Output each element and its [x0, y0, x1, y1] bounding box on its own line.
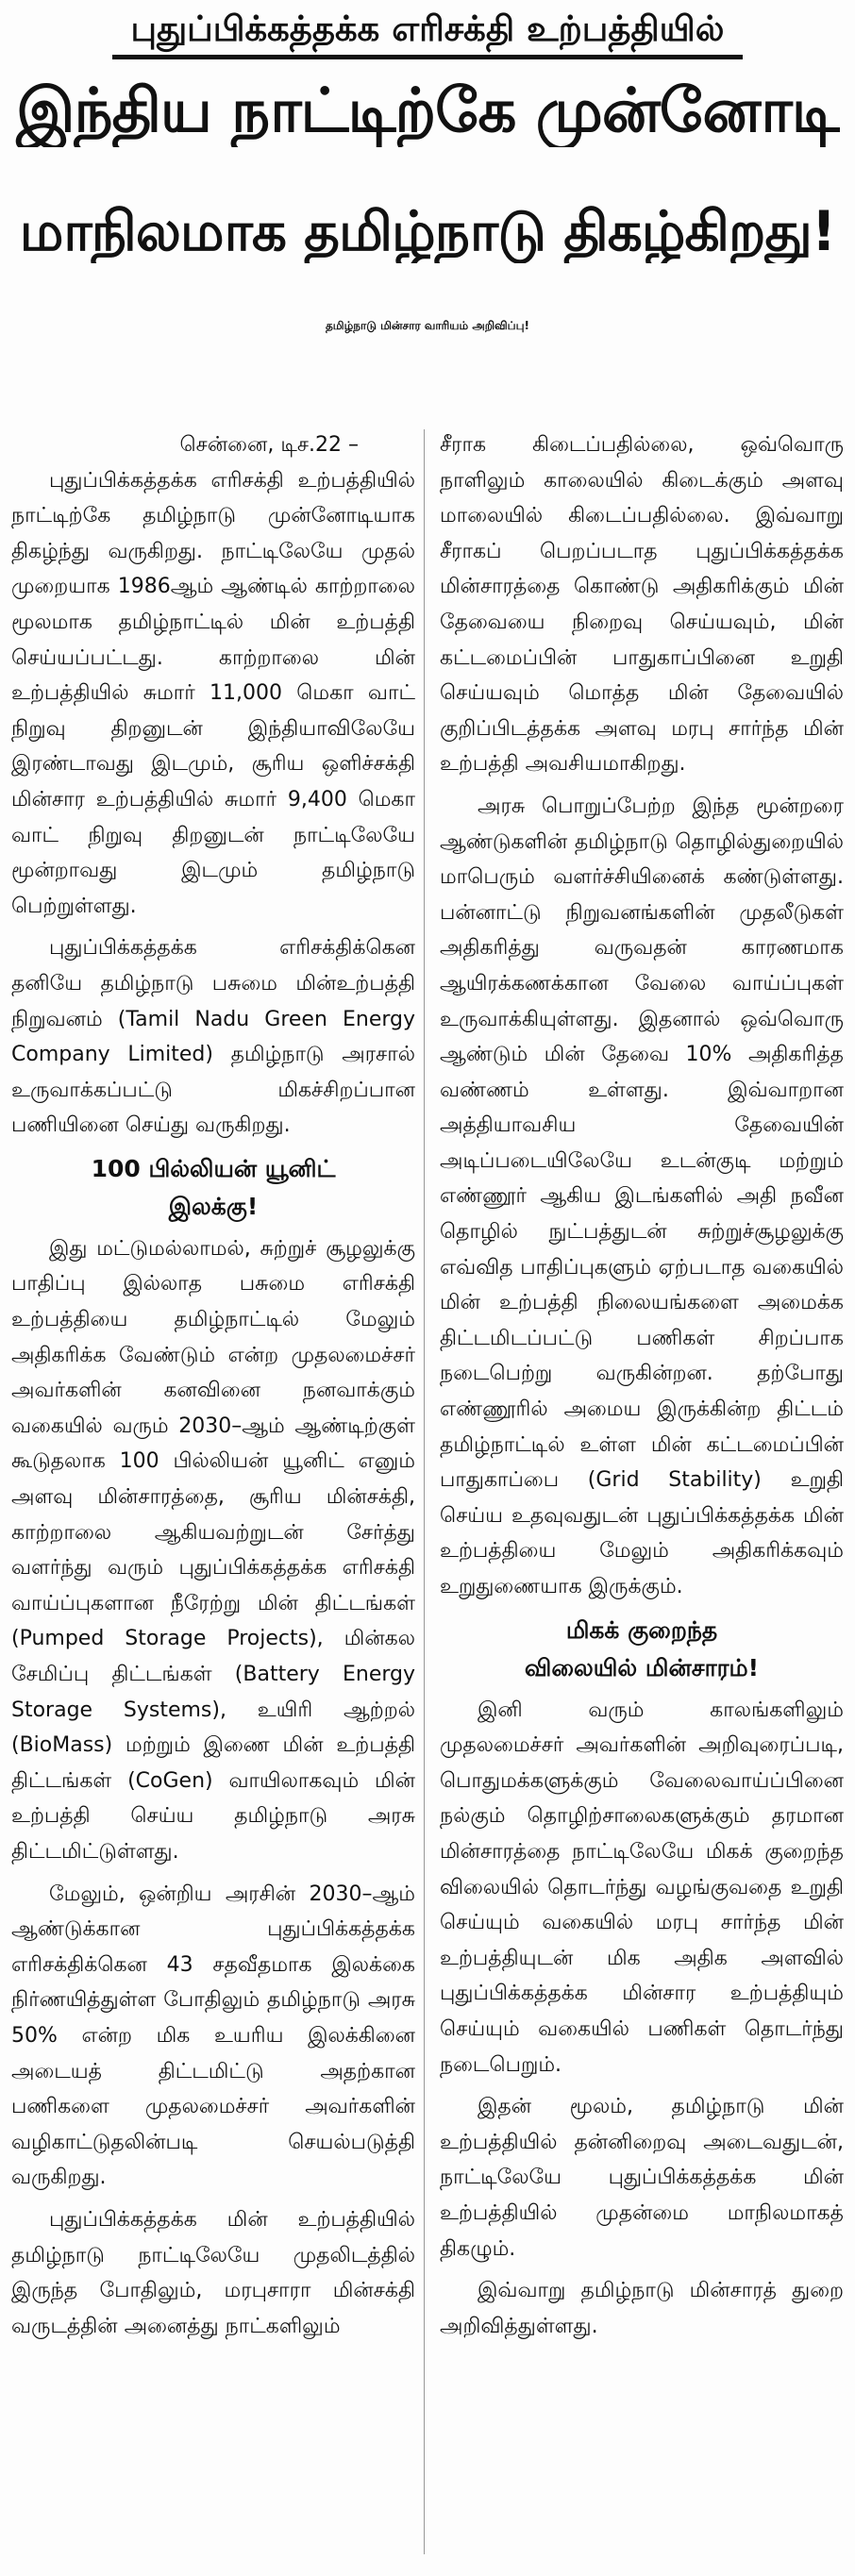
- paragraph: இனி வரும் காலங்களிலும் முதலமைச்சர் அவர்களின் அறிவுரைப்படி, பொதுமக்களுக்கும் வேலைவாய்ப்பினை நல்கும் தொழிற்சாலைகளுக்கும் தரமான மின்சாரத்தை நாட்டிலேயே மிகக் குறைந்த விலையில் தொடர்ந்து வழங்குவதை உறுதி செய்யும் வகையில் மரபு சார்ந்த மின் உற்பத்தியுடன் மிக அதிக அளவில் புதுப்பிக்கத்தக்க மின்சார உற்பத்தியும் செய்யும் வகையில் பணிகள் தொடர்ந்து நடைபெறும்.: [440, 1698, 844, 2077]
- paragraph: புதுப்பிக்கத்தக்க மின் உற்பத்தியில் தமிழ்நாடு நாட்டிலேயே முதலிடத்தில் இருந்த போதிலும், மரபுசாரா மின்சக்தி வருடத்தின் அனைத்து நாட்களிலும்: [11, 2207, 415, 2338]
- paragraph: அரசு பொறுப்பேற்ற இந்த மூன்றரை ஆண்டுகளின் தமிழ்நாடு தொழில்துறையில் மாபெரும் வளர்ச்சியினைக் கண்டுள்ளது. பன்னாட்டு நிறுவனங்களின் முதலீடுகள் அதிகரித்து வருவதன் காரணமாக ஆயிரக்கணக்கான வேலை வாய்ப்புகள் உருவாக்கியுள்ளது. இதனால் ஒவ்வொரு ஆண்டும் மின் தேவை 10% அதிகரித்த வண்ணம் உள்ளது. இவ்வாறான அத்தியாவசிய தேவையின் அடிப்படையிலேயே உடன்குடி மற்றும் எண்ணூர் ஆகிய இடங்களில் அதி நவீன தொழில் நுட்பத்துடன் சுற்றுச்சூழலுக்கு எவ்வித பாதிப்புகளும் ஏற்படாத வகையில் மின் உற்பத்தி நிலையங்களை அமைக்க திட்டமிடப்பட்டு பணிகள் சிறப்பாக நடைபெற்று வருகின்றன. தற்போது எண்ணூரில் அமைய இருக்கின்ற திட்டம் தமிழ்நாட்டில் உள்ள மின் கட்டமைப்பின் பாதுகாப்பை (Grid Stability) உறுதி செய்ய உதவுவதுடன் புதுப்பிக்கத்தக்க மின் உற்பத்தியை மேலும் அதிகரிக்கவும் உறுதுணையாக இருக்கும்.: [440, 794, 844, 1598]
- section-subhead-line: விலையில் மின்சாரம்!: [524, 1653, 760, 1681]
- paragraph: இதன் மூலம், தமிழ்நாடு மின் உற்பத்தியில் தன்னிறைவு அடைவதுடன், நாட்டிலேயே புதுப்பிக்கத்தக்க மின் உற்பத்தியில் முதன்மை மாநிலமாகத் திகழும்.: [440, 2095, 844, 2261]
- section-subhead-line: 100 பில்லியன் யூனிட்: [91, 1154, 336, 1182]
- paragraph: புதுப்பிக்கத்தக்க எரிசக்திக்கென தனியே தமிழ்நாடு பசுமை மின்உற்பத்தி நிறுவனம் (Tamil Nadu Green Energy Company Limited) தமிழ்நாடு அரசால் உருவாக்கப்பட்டு மிகச்சிறப்பான பணியினை செய்து வருகிறது.: [11, 936, 415, 1138]
- article-column-right: [440, 427, 844, 2350]
- paragraph-continued: சீராக கிடைப்பதில்லை, ஒவ்வொரு நாளிலும் காலையில் கிடைக்கும் அளவு மாலையில் கிடைப்பதில்லை. இவ்வாறு சீராகப் பெறப்படாத புதுப்பிக்கத்தக்க மின்சாரத்தை கொண்டு அதிகரிக்கும் மின் தேவையை நிறைவு செய்யவும், மின் கட்டமைப்பின் பாதுகாப்பினை உறுதி செய்யவும் மொத்த மின் தேவையில் குறிப்பிடத்தக்க அளவு மரபு சார்ந்த மின் உற்பத்தி அவசியமாகிறது.: [440, 433, 844, 777]
- column-divider: [424, 429, 425, 2554]
- kicker-wrap: [0, 8, 855, 59]
- subheadline: தமிழ்நாடு மின்சார வாரியம் அறிவிப்பு!: [325, 319, 530, 332]
- paragraph: மேலும், ஒன்றிய அரசின் 2030–ஆம் ஆண்டுக்கான புதுப்பிக்கத்தக்க எரிசக்திக்கென 43 சதவீதமாக இலக்கை நிர்ணயித்துள்ள போதிலும் தமிழ்நாடு அரசு 50% என்ற மிக உயரிய இலக்கினை அடையத் திட்டமிட்டு அதற்கான பணிகளை முதலமைச்சர் அவர்களின் வழிகாட்டுதலின்படி செயல்படுத்தி வருகிறது.: [11, 1882, 415, 2190]
- paragraph: புதுப்பிக்கத்தக்க எரிசக்தி உற்பத்தியில் நாட்டிற்கே தமிழ்நாடு முன்னோடியாக திகழ்ந்து வருகிறது. நாட்டிலேயே முதல் முறையாக 1986ஆம் ஆண்டில் காற்றாலை மூலமாக தமிழ்நாட்டில் மின் உற்பத்தி செய்யப்பட்டது. காற்றாலை மின் உற்பத்தியில் சுமார் 11,000 மெகா வாட் நிறுவு திறனுடன் இந்தியாவிலேயே இரண்டாவது இடமும், சூரிய ஒளிச்சக்தி மின்சார உற்பத்தியில் சுமார் 9,400 மெகா வாட் நிறுவு திறனுடன் நாட்டிலேயே மூன்றாவது இடமும் தமிழ்நாடு பெற்றுள்ளது.: [11, 468, 415, 918]
- paragraph: இவ்வாறு தமிழ்நாடு மின்சாரத் துறை அறிவித்துள்ளது.: [440, 2279, 844, 2338]
- section-subhead-price: [440, 1612, 844, 1687]
- paragraph: இது மட்டுமல்லாமல், சுற்றுச் சூழலுக்கு பாதிப்பு இல்லாத பசுமை எரிசக்தி உற்பத்தியை தமிழ்நாட்டில் மேலும் அதிகரிக்க வேண்டும் என்ற முதலமைச்சர் அவர்களின் கனவினை நனவாக்கும் வகையில் வரும் 2030–ஆம் ஆண்டிற்குள் கூடுதலாக 100 பில்லியன் யூனிட் எனும் அளவு மின்சாரத்தை, சூரிய மின்சக்தி, காற்றாலை ஆகியவற்றுடன் சேர்த்து வளர்ந்து வரும் புதுப்பிக்கத்தக்க எரிசக்தி வாய்ப்புகளான நீரேற்று மின் திட்டங்கள் (Pumped Storage Projects), மின்கல சேமிப்பு திட்டங்கள் (Battery Energy Storage Systems), உயிரி ஆற்றல் (BioMass) மற்றும் இணை மின் உற்பத்தி திட்டங்கள் (CoGen) வாயிலாகவும் மின் உற்பத்தி செய்ய தமிழ்நாடு அரசு திட்டமிட்டுள்ளது.: [11, 1236, 415, 1864]
- article-column-left: [11, 427, 415, 2350]
- headline-line-1: இந்திய நாட்டிற்கே முன்னோடி: [16, 77, 839, 146]
- section-subhead-line: மிகக் குறைந்த: [565, 1615, 718, 1644]
- section-subhead-target: [11, 1150, 415, 1226]
- dateline: சென்னை, டிச.22 –: [179, 433, 359, 457]
- headline-line-2: மாநிலமாக தமிழ்நாடு திகழ்கிறது!: [19, 200, 836, 263]
- kicker: புதுப்பிக்கத்தக்க எரிசக்தி உற்பத்தியில்: [112, 8, 744, 59]
- section-subhead-line: இலக்கு!: [168, 1192, 259, 1220]
